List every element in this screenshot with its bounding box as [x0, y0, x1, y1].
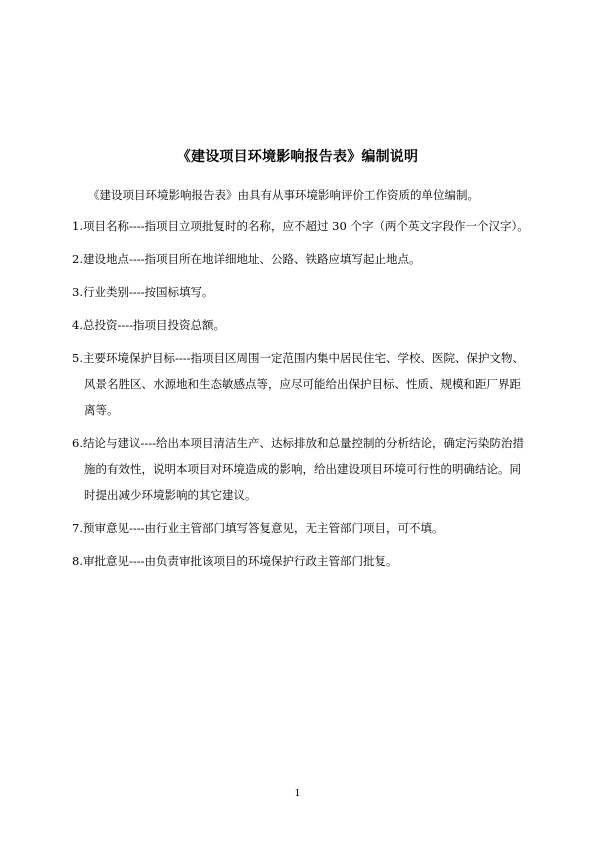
intro-paragraph: 《建设项目环境影响报告表》由具有从事环境影响评价工作资质的单位编制。 — [88, 188, 479, 202]
list-item-line: 风景名胜区、水源地和生态敏感点等，应尽可能给出保护目标、性质、规模和距厂界距 — [84, 377, 521, 391]
list-item-line: 2.建设地点----指项目所在地详细地址、公路、铁路应填写起止地点。 — [72, 252, 421, 266]
list-item-line: 时提出减少环境影响的其它建议。 — [84, 488, 257, 502]
list-item — [72, 548, 548, 574]
list-item-line: 3.行业类别----按国标填写。 — [72, 285, 214, 299]
list-item — [72, 312, 548, 338]
list-item — [72, 246, 548, 272]
document-title: 《建设项目环境影响报告表》编制说明 — [176, 149, 419, 165]
list-item — [72, 213, 548, 239]
list-item — [72, 345, 548, 423]
list-item — [72, 279, 548, 305]
list-item-line: 5.主要环境保护目标----指项目区周围一定范围内集中居民住宅、学校、医院、保护文物、 — [72, 351, 525, 365]
page-number: 1 — [294, 789, 301, 799]
list-item — [72, 430, 548, 508]
list-item-line: 离等。 — [84, 403, 119, 417]
list-item-line: 4.总投资----指项目投资总额。 — [72, 318, 226, 332]
instruction-list — [72, 213, 548, 581]
list-item — [72, 515, 548, 541]
list-item-line: 7.预审意见----由行业主管部门填写答复意见，无主管部门项目，可不填。 — [72, 521, 444, 535]
list-item-line: 施的有效性，说明本项目对环境造成的影响，给出建设项目环境可行性的明确结论。同 — [84, 462, 521, 476]
list-item-line: 1.项目名称----指项目立项批复时的名称，应不超过 30 个字（两个英文字段作一个汉字）。 — [72, 219, 529, 233]
list-item-line: 6.结论与建议----给出本项目清洁生产、达标排放和总量控制的分析结论，确定污染防治措 — [72, 436, 525, 450]
list-item-line: 8.审批意见----由负责审批该项目的环境保护行政主管部门批复。 — [72, 554, 398, 568]
